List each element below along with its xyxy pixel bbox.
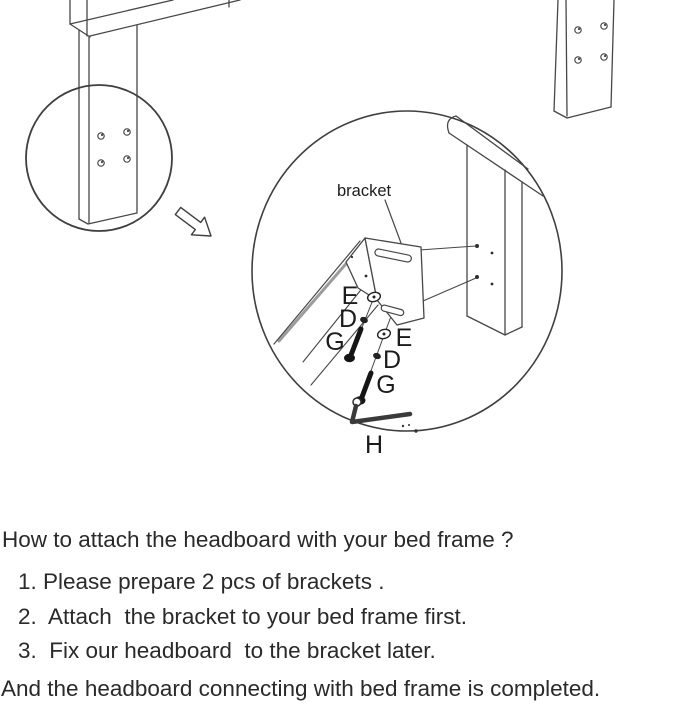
screw-hole-dot <box>101 134 103 136</box>
allen-key-arm <box>352 406 410 422</box>
instructions-heading: How to attach the headboard with your bed frame ? <box>2 527 514 552</box>
leg-screw-holes <box>98 129 130 166</box>
screw-hole <box>124 156 130 162</box>
screw-hole <box>601 23 607 29</box>
screw-hole-dot <box>578 58 580 60</box>
screw-hole-dot <box>604 24 606 26</box>
screw-hole-dot <box>604 55 606 57</box>
screw-hole <box>601 54 607 60</box>
bed-post-figure <box>554 0 614 118</box>
headboard-leg-figure <box>26 0 240 231</box>
instruction-step-1: 1. Please prepare 2 pcs of brackets . <box>18 569 385 594</box>
label-spring-washer-bottom: D <box>382 346 402 374</box>
post-hole-side-dot <box>491 283 494 286</box>
post-front-left-edge <box>566 0 567 116</box>
zoom-arrow-icon <box>175 207 211 236</box>
magnifier-circle-small <box>26 85 172 231</box>
panel-bottom-front-edge <box>90 0 240 36</box>
magnified-detail-view <box>252 111 562 459</box>
post-bottom-edge <box>554 107 611 118</box>
flat-washer-hole <box>373 296 376 299</box>
post-hole-side-dot <box>491 252 494 255</box>
instruction-step-2: 2. Attach the bracket to your bed frame first. <box>18 604 467 629</box>
screw-hole-dot <box>127 130 129 132</box>
bracket-callout-leader <box>385 200 401 243</box>
screw-hole <box>575 27 581 33</box>
allen-key <box>352 398 410 422</box>
instructions-footer: And the headboard connecting with bed frame is completed. <box>1 676 601 701</box>
bracket-hole-dot <box>351 256 353 258</box>
speck <box>414 429 417 432</box>
screw-hole <box>124 129 130 135</box>
label-bolt-top: G <box>325 328 345 356</box>
leg-bottom-edge <box>79 213 137 224</box>
rail-bottom-edge <box>449 133 543 196</box>
screw-hole <box>98 133 104 139</box>
bed-post <box>467 145 522 335</box>
screw-hole <box>98 160 104 166</box>
label-allen-key: H <box>364 431 384 459</box>
screw-hole-dot <box>127 157 129 159</box>
speck <box>402 425 404 427</box>
flat-washer-hole <box>383 333 386 336</box>
label-washer-bottom: E <box>395 324 413 352</box>
bracket-callout-label: bracket <box>337 182 392 200</box>
post-screw-holes <box>575 23 607 63</box>
instruction-step-3: 3. Fix our headboard to the bracket later. <box>18 638 436 663</box>
bracket-hole-dot <box>365 275 368 278</box>
spring-washer <box>372 352 382 360</box>
label-spring-washer-top: D <box>338 305 358 333</box>
post-outer-left-edge <box>554 0 558 111</box>
bolt-head <box>344 354 355 362</box>
bed-side-rail <box>448 116 543 196</box>
bolt-shaft <box>362 373 371 397</box>
screw-hole-dot <box>578 28 580 30</box>
post-bottom-edge <box>467 316 522 335</box>
speck <box>408 424 410 426</box>
screw-hole <box>575 57 581 63</box>
bolt-path-line-bottom <box>423 278 476 301</box>
post-right-edge <box>611 0 614 107</box>
label-washer-top: E <box>341 282 359 310</box>
screw-hole-dot <box>101 161 103 163</box>
label-bolt-bottom: G <box>376 371 396 399</box>
